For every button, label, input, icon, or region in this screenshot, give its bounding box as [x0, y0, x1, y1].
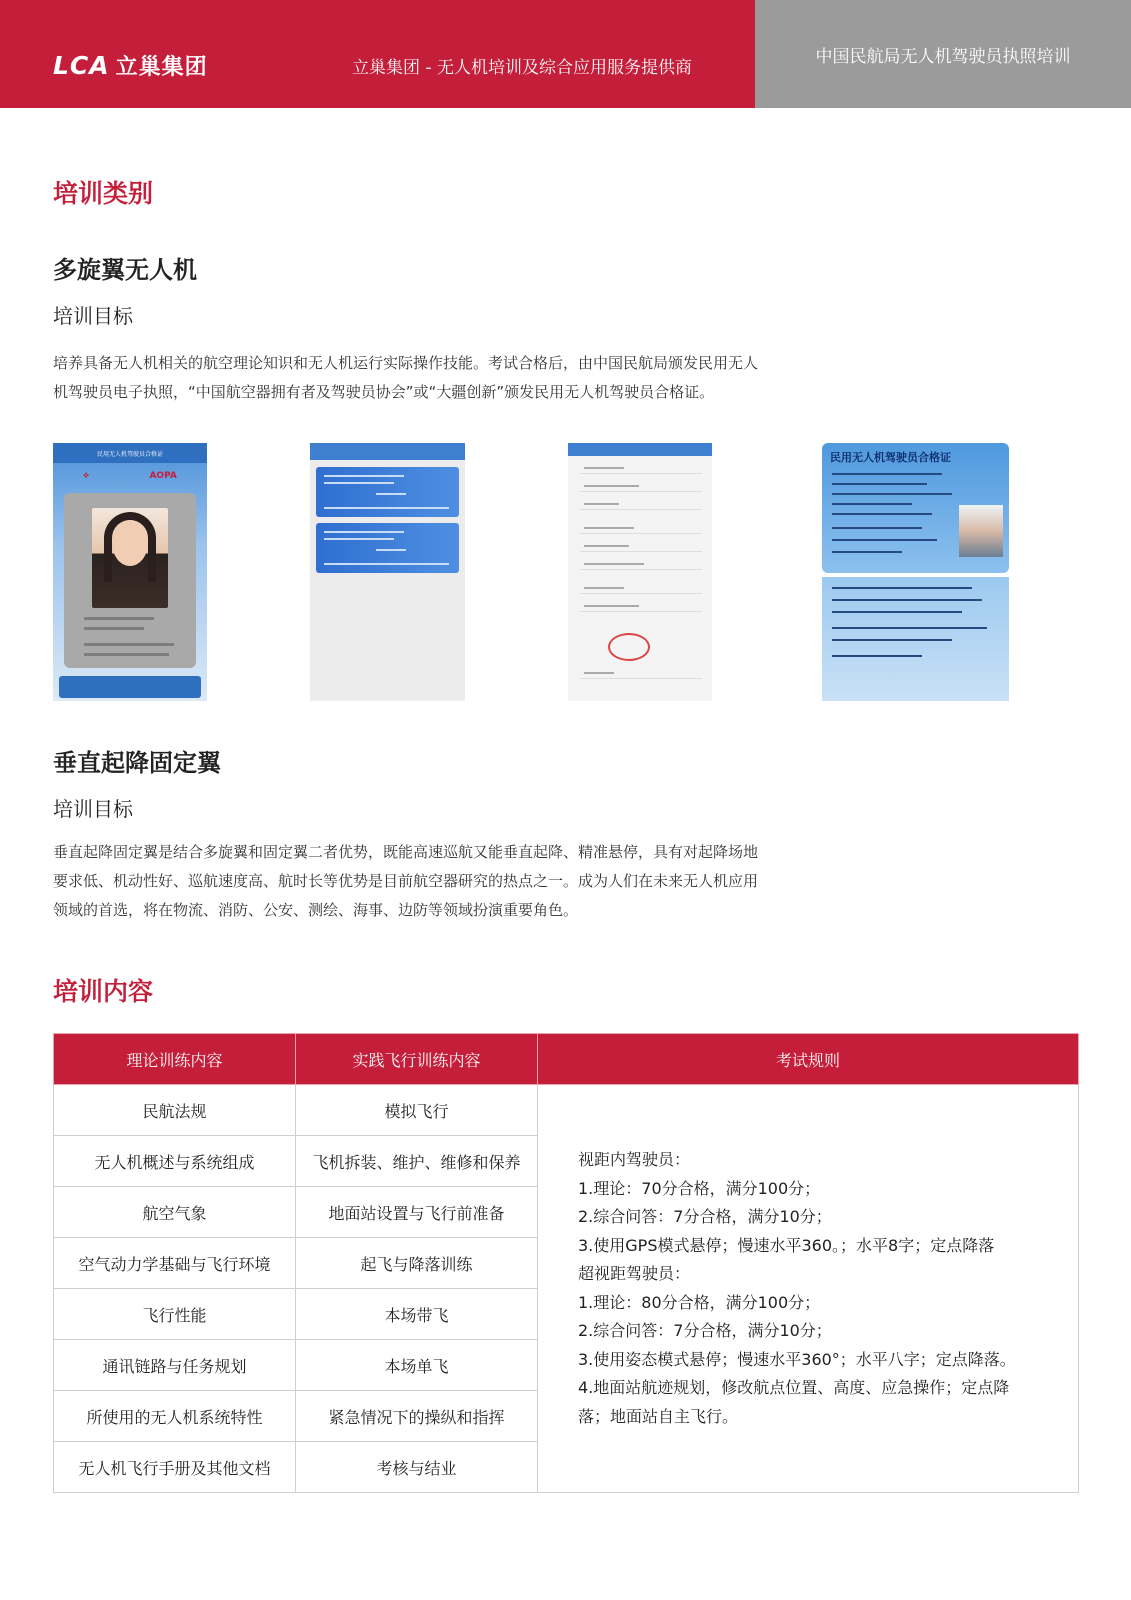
- certificate-title: 民用无人机驾驶员合格证: [830, 451, 951, 464]
- theory-cell: 无人机飞行手册及其他文档: [54, 1442, 296, 1493]
- header-right-title: 中国民航局无人机驾驶员执照培训: [815, 46, 1071, 67]
- text-line: 要求低、机动性好、巡航速度高、航时长等优势是目前航空器研究的热点之一。成为人们在未来无人机应用: [53, 872, 759, 890]
- rule-line: 3.使用姿态模式悬停；慢速水平360°；水平八字；定点降落。: [578, 1349, 1016, 1369]
- app-title-bar: [310, 443, 465, 460]
- logo-chinese: 立巢集团: [115, 55, 208, 80]
- practice-cell: 飞机拆装、维护、维修和保养: [296, 1136, 538, 1187]
- theory-cell: 通讯链路与任务规划: [54, 1340, 296, 1391]
- subtitle-multirotor: 多旋翼无人机: [53, 256, 197, 284]
- practice-cell: 模拟飞行: [296, 1085, 538, 1136]
- theory-cell: 所使用的无人机系统特性: [54, 1391, 296, 1442]
- text-line: 垂直起降固定翼是结合多旋翼和固定翼二者优势，既能高速巡航又能垂直起降、精准悬停，具有对起降场地: [53, 843, 759, 861]
- rule-line: 落；地面站自主飞行。: [578, 1406, 739, 1426]
- logo-latin: LCA: [53, 51, 110, 80]
- subtitle-vtol: 垂直起降固定翼: [53, 749, 221, 777]
- goal-text-multirotor: [53, 349, 863, 407]
- section-title-category: 培训类别: [53, 179, 154, 208]
- license-app-screenshot-1: [53, 443, 207, 701]
- rule-line: 超视距驾驶员：: [578, 1264, 691, 1283]
- license-app-screenshot-2: [310, 443, 465, 701]
- practice-cell: 考核与结业: [296, 1442, 538, 1493]
- pilot-certificate-image: [822, 443, 1009, 701]
- rule-line: 2.综合问答：7分合格，满分10分；: [578, 1321, 832, 1340]
- practice-cell: 紧急情况下的操纵和指挥: [296, 1391, 538, 1442]
- certificate-photo: [959, 505, 1003, 557]
- certificate-back: [822, 577, 1009, 701]
- practice-cell: 地面站设置与飞行前准备: [296, 1187, 538, 1238]
- official-seal: [608, 633, 650, 661]
- rule-line: 视距内驾驶员：: [578, 1150, 691, 1169]
- card-footer: [59, 676, 201, 698]
- practice-cell: 起飞与降落训练: [296, 1238, 538, 1289]
- company-logo: [53, 50, 208, 81]
- rule-line: 1.理论：70分合格，满分100分；: [578, 1178, 821, 1198]
- header-red-band: [0, 0, 755, 108]
- theory-cell: 无人机概述与系统组成: [54, 1136, 296, 1187]
- table-row: [54, 1085, 1079, 1136]
- rule-line: 3.使用GPS模式悬停；慢速水平360。；水平8字；定点降落: [578, 1235, 995, 1255]
- wing-logos: ⟡ AOPA: [83, 471, 177, 481]
- rule-line: 4.地面站航迹规划，修改航点位置、高度、应急操作；定点降: [578, 1378, 1010, 1397]
- goal-text-vtol: [53, 838, 863, 925]
- rule-line: 2.综合问答：7分合格，满分10分；: [578, 1207, 832, 1226]
- header-gray-band: [755, 0, 1131, 108]
- section-title-content: 培训内容: [53, 977, 154, 1006]
- exam-rules-cell: [538, 1085, 1079, 1493]
- license-entry: [316, 467, 459, 517]
- license-app-screenshot-3: [568, 443, 712, 701]
- header-exam-rules: 考试规则: [538, 1034, 1079, 1085]
- text-line: 机驾驶员电子执照，“中国航空器拥有者及驾驶员协会”或“大疆创新”颁发民用无人机驾驶员合格证。: [53, 383, 715, 401]
- goal-title-vtol: 培训目标: [53, 797, 133, 821]
- text-line: 领域的首选，将在物流、消防、公安、测绘、海事、边防等领域扮演重要角色。: [53, 901, 579, 919]
- theory-cell: 民航法规: [54, 1085, 296, 1136]
- app-title-bar: 民用无人机驾驶员合格证: [53, 443, 207, 463]
- pilot-photo: [92, 508, 168, 608]
- header-theory: 理论训练内容: [54, 1034, 296, 1085]
- practice-cell: 本场带飞: [296, 1289, 538, 1340]
- theory-cell: 航空气象: [54, 1187, 296, 1238]
- license-entry: [316, 523, 459, 573]
- app-title-bar: [568, 443, 712, 456]
- table-header-row: [54, 1034, 1079, 1085]
- rule-line: 1.理论：80分合格，满分100分；: [578, 1292, 821, 1312]
- id-card: [64, 493, 196, 668]
- theory-cell: 飞行性能: [54, 1289, 296, 1340]
- goal-title-multirotor: 培训目标: [53, 304, 133, 328]
- header-practice: 实践飞行训练内容: [296, 1034, 538, 1085]
- text-line: 培养具备无人机相关的航空理论知识和无人机运行实际操作技能。考试合格后，由中国民航局颁发民用无人: [53, 354, 759, 372]
- theory-cell: 空气动力学基础与飞行环境: [54, 1238, 296, 1289]
- page-header: [0, 0, 1131, 108]
- certificate-front: [822, 443, 1009, 573]
- practice-cell: 本场单飞: [296, 1340, 538, 1391]
- training-content-table: [53, 1033, 1079, 1493]
- header-tagline: 立巢集团 - 无人机培训及综合应用服务提供商: [352, 58, 692, 78]
